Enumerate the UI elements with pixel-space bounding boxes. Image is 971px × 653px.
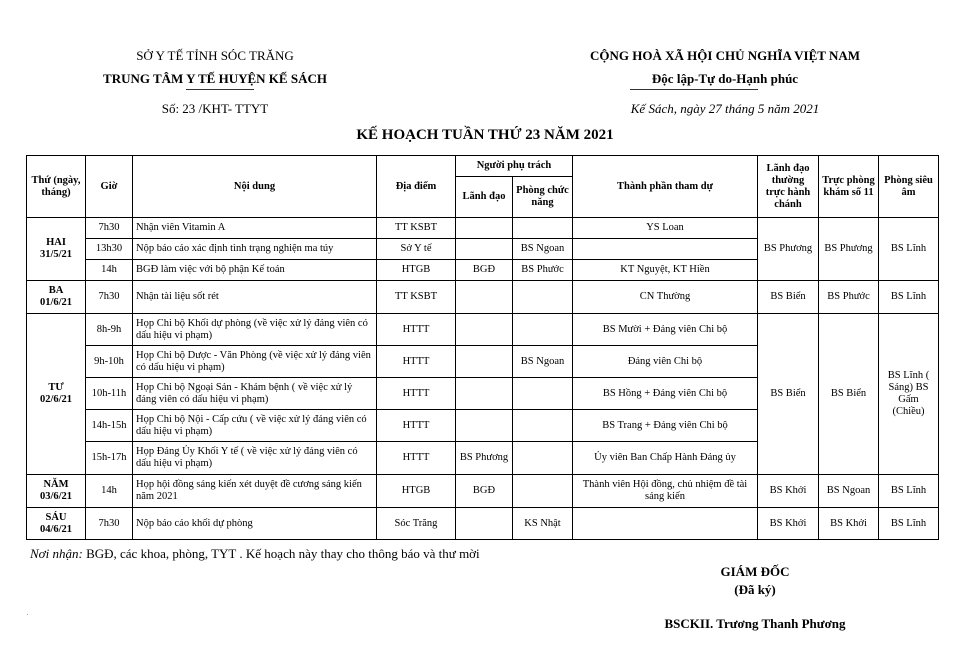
- day-name: SÁU: [45, 511, 67, 523]
- stray-dot: [27, 614, 28, 615]
- time-cell: 7h30: [86, 218, 133, 239]
- signature-status: (Đã ký): [734, 582, 776, 597]
- participants-cell: CN Thường: [573, 281, 758, 314]
- table-row: [27, 314, 939, 346]
- ultrasound-cell: BS Lĩnh: [879, 281, 939, 314]
- leader-cell: [456, 410, 513, 442]
- day-name: BA: [48, 285, 64, 296]
- department-cell: [513, 314, 573, 346]
- content-cell: Họp hội đồng sáng kiến xét duyệt đề cương sáng kiến năm 2021: [133, 475, 377, 508]
- agency-name: SỞ Y TẾ TỈNH SÓC TRĂNG: [136, 48, 294, 63]
- participants-cell: BS Hồng + Đảng viên Chi bộ: [573, 378, 758, 410]
- day-date: 02/6/21: [39, 394, 73, 405]
- location-cell: HTGB: [377, 260, 456, 281]
- day-date: 01/6/21: [39, 297, 73, 308]
- recipients-text: BGĐ, các khoa, phòng, TYT . Kế hoạch này thay cho thông báo và thư mời: [86, 546, 480, 561]
- col-leader: Lãnh đạo: [456, 177, 513, 218]
- content-cell: Họp Chi bộ Khối dự phòng (về việc xử lý đảng viên có dấu hiệu vi phạm): [133, 314, 377, 346]
- content-cell: Nộp báo cáo khối dự phòng: [133, 508, 377, 540]
- motto: Độc lập-Tự do-Hạnh phúc: [651, 71, 799, 86]
- time-cell: 13h30: [86, 239, 133, 260]
- col-admin-leader: Lãnh đạo thường trực hành chánh: [758, 156, 819, 218]
- time-cell: 9h-10h: [86, 346, 133, 378]
- col-responsible: Người phụ trách: [456, 156, 573, 177]
- col-participants: Thành phần tham dự: [573, 156, 758, 218]
- header-row-1: [27, 156, 939, 177]
- location-cell: TT KSBT: [377, 218, 456, 239]
- leader-cell: [456, 314, 513, 346]
- content-cell: BGĐ làm việc với bộ phận Kế toán: [133, 260, 377, 281]
- admin-leader-cell: BS Khởi: [758, 475, 819, 508]
- participants-cell: Ủy viên Ban Chấp Hành Đảng ủy: [573, 442, 758, 475]
- participants-cell: KT Nguyệt, KT Hiền: [573, 260, 758, 281]
- signature-title: GIÁM ĐỐC: [720, 564, 790, 579]
- leader-cell: BGĐ: [456, 260, 513, 281]
- content-cell: Họp Chi bộ Dược - Văn Phòng (về việc xử lý đảng viên có dấu hiệu vi phạm): [133, 346, 377, 378]
- location-cell: HTGB: [377, 475, 456, 508]
- col-day: Thứ (ngày, tháng): [27, 156, 86, 218]
- location-cell: Sở Y tế: [377, 239, 456, 260]
- time-cell: 10h-11h: [86, 378, 133, 410]
- department-cell: [513, 410, 573, 442]
- recipients-note: [30, 546, 480, 562]
- col-ultrasound: Phòng siêu âm: [879, 156, 939, 218]
- department-cell: BS Ngoan: [513, 239, 573, 260]
- col-location: Địa điểm: [377, 156, 456, 218]
- time-cell: 14h-15h: [86, 410, 133, 442]
- admin-leader-cell: BS Khởi: [758, 508, 819, 540]
- admin-leader-cell: BS Biển: [758, 281, 819, 314]
- day-date: 04/6/21: [39, 523, 73, 535]
- time-cell: 7h30: [86, 281, 133, 314]
- leader-cell: [456, 281, 513, 314]
- col-content: Nội dung: [133, 156, 377, 218]
- leader-cell: [456, 218, 513, 239]
- department-cell: BS Phước: [513, 260, 573, 281]
- participants-cell: YS Loan: [573, 218, 758, 239]
- content-cell: Nhận tài liệu sốt rét: [133, 281, 377, 314]
- clinic11-cell: BS Biển: [819, 314, 879, 475]
- participants-cell: BS Trang + Đảng viên Chi bộ: [573, 410, 758, 442]
- time-cell: 15h-17h: [86, 442, 133, 475]
- content-cell: Nhận viên Vitamin A: [133, 218, 377, 239]
- unit-name: TRUNG TÂM Y TẾ HUYỆN KẾ SÁCH: [103, 71, 327, 86]
- ultrasound-cell: BS Lĩnh ( Sáng) BS Gấm (Chiều): [879, 314, 939, 475]
- day-date: 03/6/21: [39, 491, 73, 502]
- day-cell: [27, 281, 86, 314]
- time-cell: 7h30: [86, 508, 133, 540]
- day-name: HAI: [46, 237, 66, 248]
- leader-cell: BGĐ: [456, 475, 513, 508]
- table-row: [27, 508, 939, 540]
- clinic11-cell: BS Khởi: [819, 508, 879, 540]
- leader-cell: BS Phương: [456, 442, 513, 475]
- location-cell: HTTT: [377, 410, 456, 442]
- day-cell: [27, 218, 86, 281]
- unit-underline: [186, 89, 254, 90]
- department-cell: [513, 475, 573, 508]
- doc-number: Số: 23 /KHT- TTYT: [161, 101, 269, 116]
- admin-leader-cell: BS Phương: [758, 218, 819, 281]
- signer-name: BSCKII. Trương Thanh Phương: [664, 616, 846, 631]
- clinic11-cell: BS Phương: [819, 218, 879, 281]
- location-cell: HTTT: [377, 346, 456, 378]
- day-cell: [27, 508, 86, 540]
- location-cell: HTTT: [377, 378, 456, 410]
- participants-cell: BS Mười + Đảng viên Chi bộ: [573, 314, 758, 346]
- location-cell: Sóc Trăng: [377, 508, 456, 540]
- department-cell: KS Nhật: [513, 508, 573, 540]
- participants-cell: [573, 508, 758, 540]
- table-row: [27, 475, 939, 508]
- table-row: [27, 281, 939, 314]
- time-cell: 14h: [86, 475, 133, 508]
- participants-cell: Thành viên Hội đồng, chủ nhiệm đề tài sáng kiến: [573, 475, 758, 508]
- leader-cell: [456, 378, 513, 410]
- table-row: [27, 218, 939, 239]
- location-cell: HTTT: [377, 442, 456, 475]
- time-cell: 8h-9h: [86, 314, 133, 346]
- country-name: CỘNG HOÀ XÃ HỘI CHỦ NGHĨA VIỆT NAM: [589, 48, 861, 63]
- motto-underline: [630, 89, 758, 90]
- department-cell: [513, 442, 573, 475]
- day-name: TƯ: [48, 382, 64, 393]
- col-time: Giờ: [86, 156, 133, 218]
- leader-cell: [456, 508, 513, 540]
- clinic11-cell: BS Ngoan: [819, 475, 879, 508]
- day-date: 31/5/21: [39, 249, 73, 260]
- content-cell: Nộp báo cáo xác định tình trạng nghiện ma túy: [133, 239, 377, 260]
- location-cell: HTTT: [377, 314, 456, 346]
- clinic11-cell: BS Phước: [819, 281, 879, 314]
- department-cell: BS Ngoan: [513, 346, 573, 378]
- department-cell: [513, 378, 573, 410]
- col-clinic11: Trực phòng khám số 11: [819, 156, 879, 218]
- content-cell: Họp Đảng Ủy Khối Y tế ( về việc xử lý đảng viên có dấu hiệu vi phạm): [133, 442, 377, 475]
- content-cell: Họp Chi bộ Ngoại Sản - Khám bệnh ( về việc xử lý đảng viên có dấu hiệu vi phạm): [133, 378, 377, 410]
- admin-leader-cell: BS Biển: [758, 314, 819, 475]
- day-cell: [27, 475, 86, 508]
- ultrasound-cell: BS Lĩnh: [879, 218, 939, 281]
- place-date: Kế Sách, ngày 27 tháng 5 năm 2021: [630, 101, 820, 116]
- ultrasound-cell: BS Lĩnh: [879, 508, 939, 540]
- ultrasound-cell: BS Lĩnh: [879, 475, 939, 508]
- department-cell: [513, 218, 573, 239]
- document-title: KẾ HOẠCH TUẦN THỨ 23 NĂM 2021: [356, 127, 614, 143]
- day-cell: [27, 314, 86, 475]
- day-name: NĂM: [43, 479, 69, 490]
- participants-cell: [573, 239, 758, 260]
- leader-cell: [456, 346, 513, 378]
- leader-cell: [456, 239, 513, 260]
- weekly-plan-table: [26, 155, 939, 540]
- time-cell: 14h: [86, 260, 133, 281]
- content-cell: Họp Chi bộ Nội - Cấp cứu ( về việc xử lý đảng viên có dấu hiệu vi phạm): [133, 410, 377, 442]
- col-department: Phòng chức năng: [513, 177, 573, 218]
- recipients-label: Nơi nhận:: [30, 546, 83, 561]
- participants-cell: Đảng viên Chi bộ: [573, 346, 758, 378]
- location-cell: TT KSBT: [377, 281, 456, 314]
- department-cell: [513, 281, 573, 314]
